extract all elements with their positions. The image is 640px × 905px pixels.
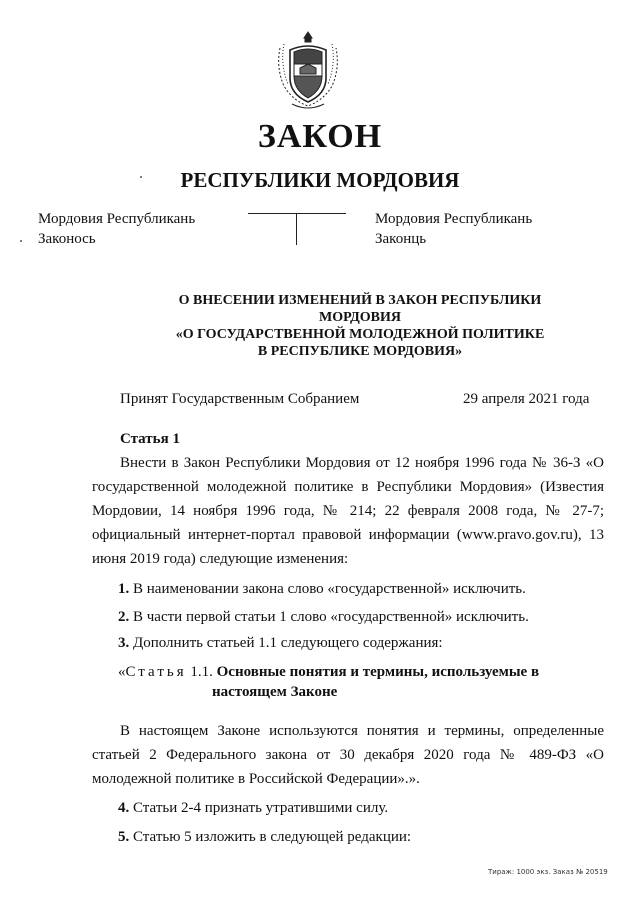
list-item-text: В части первой статьи 1 слово «государственной» исключить. [133,609,529,625]
title-mokshan-line-2: Законось [38,231,96,247]
adopted-by: Принят Государственным Собранием [120,391,360,407]
adopted-date: 29 апреля 2021 года [463,391,590,407]
list-item [118,800,388,817]
quoted-article-title-line-2: настоящем Законе [212,684,338,700]
title-mokshan-line-1: Мордовия Республикань [38,211,196,227]
list-item-number: 1. [118,581,130,597]
quoted-article-label: Статья [125,664,187,680]
list-item-number: 3. [118,635,130,651]
title-mokshan [38,209,238,249]
divider-line [248,213,346,214]
list-item-number: 2. [118,609,130,625]
title-erzyan [375,209,595,249]
list-item-number: 4. [118,800,130,816]
quoted-article-heading [118,662,598,702]
title-erzyan-line-2: Законць [375,231,427,247]
page-subtitle: РЕСПУБЛИКИ МОРДОВИЯ [180,168,460,192]
divider-tick [296,213,297,245]
list-item-text: В наименовании закона слово «государственной» исключить. [133,581,526,597]
list-item-number: 5. [118,829,130,845]
scan-speck [20,240,22,242]
document-title-line-1: О ВНЕСЕНИИ ИЗМЕНЕНИЙ В ЗАКОН РЕСПУБЛИКИ МОРДОВИЯ [178,293,542,325]
list-item-text: Статьи 2-4 признать утратившими силу. [133,800,389,816]
quoted-article-title-line-1: Основные понятия и термины, используемые в [216,664,540,680]
intro-paragraph: Внести в Закон Республики Мордовия от 12 ноября 1996 года № 36-З «О государственной молодежной политике в Республики Мордовия» (Известия Мордовии, 14 ноября 1996 года, № 214; 22 февраля 2008 года, № 27-7; официальный интернет-портал правовой информации (www.pravo.gov.ru), 13 июня 2019 года) следующие изменения: [92,455,604,567]
title-erzyan-line-1: Мордовия Республикань [375,211,533,227]
print-info: Тираж: 1000 экз. Заказ № 20519 [488,868,608,876]
open-quote: « [118,664,126,680]
scan-speck [140,176,142,178]
article-heading: Статья 1 [120,431,180,447]
document-title [140,292,580,360]
quoted-paragraph: В настоящем Законе используются понятия и термины, определенные статьей 2 Федерального закона от 30 декабря 2020 года № 489-ФЗ «О молодежной политике в Российской Федерации».». [92,723,604,787]
list-item [118,581,526,598]
list-item [118,829,411,846]
list-item-text: Дополнить статьей 1.1 следующего содержания: [133,635,443,651]
list-item-text: Статью 5 изложить в следующей редакции: [133,829,412,845]
document-title-line-3: В РЕСПУБЛИКЕ МОРДОВИЯ» [257,344,463,359]
coat-of-arms-emblem [270,28,346,110]
page-title: ЗАКОН [257,118,383,155]
list-item [118,635,443,652]
quoted-article-number: 1.1. [190,664,213,680]
list-item [118,609,529,626]
document-title-line-2: «О ГОСУДАРСТВЕННОЙ МОЛОДЕЖНОЙ ПОЛИТИКЕ [175,327,545,342]
